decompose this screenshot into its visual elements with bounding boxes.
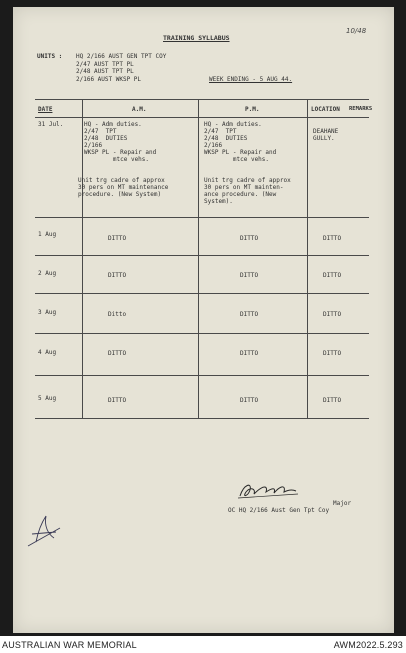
document-page (13, 7, 394, 633)
margin-annotation-mark (26, 512, 66, 548)
header-date: DATE (38, 106, 53, 113)
footer-left: AUSTRALIAN WAR MEMORIAL (2, 640, 137, 650)
row-location: DITTO (323, 311, 342, 318)
am-line: Unit trg cadre of approx (78, 177, 165, 184)
signatory-rank: Major (333, 500, 352, 507)
page-number: 10/48 (346, 27, 367, 35)
row-pm: DITTO (240, 235, 259, 242)
am-line: 2/47 TPT (84, 128, 117, 135)
pm-line: System). (204, 198, 233, 205)
unit-line: 2/47 AUST TPT PL (76, 61, 134, 68)
row-date: 1 Aug (38, 231, 57, 238)
location-line: GULLY. (313, 135, 335, 142)
pm-line: mtce vehs. (204, 156, 270, 163)
unit-line: 2/48 AUST TPT PL (76, 68, 134, 75)
row-location: DITTO (323, 272, 342, 279)
pm-line: WKSP PL - Repair and (204, 149, 277, 156)
pm-line: ance procedure. (New (204, 191, 277, 198)
header-remarks: REMARKS (349, 106, 373, 112)
header-am: A.M. (132, 106, 147, 113)
document-title: TRAINING SYLLABUS (163, 34, 230, 42)
am-line: HQ - Adm duties. (84, 121, 142, 128)
unit-line: 2/166 AUST WKSP PL (76, 76, 142, 83)
row-pm: DITTO (240, 272, 259, 279)
signatory-appointment: OC HQ 2/166 Aust Gen Tpt Coy (228, 507, 330, 514)
location-line: DEAHANE (313, 128, 339, 135)
pm-line: 30 pers on MT mainten- (204, 184, 284, 191)
am-line: mtce vehs. (84, 156, 150, 163)
row-date: 2 Aug (38, 270, 57, 277)
row-pm: DITTO (240, 350, 259, 357)
pm-line: 2/48 DUTIES (204, 135, 248, 142)
units-label: UNITS : (37, 53, 63, 60)
header-location: LOCATION (311, 106, 340, 113)
am-line: WKSP PL - Repair and (84, 149, 157, 156)
archive-footer (0, 636, 406, 653)
footer-right: AWM2022.5.293 (333, 640, 403, 650)
row-am: DITTO (108, 235, 127, 242)
pm-line: 2/166 (204, 142, 223, 149)
row-location: DITTO (323, 350, 342, 357)
row-am: Ditto (108, 311, 127, 318)
row-date: 4 Aug (38, 349, 57, 356)
pm-line: HQ - Adm duties. (204, 121, 262, 128)
row-pm: DITTO (240, 397, 259, 404)
row-am: DITTO (108, 272, 127, 279)
row-location: DITTO (323, 235, 342, 242)
handwritten-signature (234, 478, 304, 504)
row-am: DITTO (108, 397, 127, 404)
row-location: DITTO (323, 397, 342, 404)
am-line: 2/166 (84, 142, 103, 149)
row-date: 5 Aug (38, 395, 57, 402)
pm-line: 2/47 TPT (204, 128, 237, 135)
header-pm: P.M. (245, 106, 260, 113)
week-ending: WEEK ENDING - 5 AUG 44. (209, 76, 293, 83)
row-pm: DITTO (240, 311, 259, 318)
unit-line: HQ 2/166 AUST GEN TPT COY (76, 53, 167, 60)
am-line: procedure. (New System) (78, 191, 162, 198)
row-date: 3 Aug (38, 309, 57, 316)
row-date: 31 Jul. (38, 121, 64, 128)
am-line: 2/48 DUTIES (84, 135, 128, 142)
am-line: 30 pers on MT maintenance (78, 184, 169, 191)
row-am: DITTO (108, 350, 127, 357)
pm-line: Unit trg cadre of approx (204, 177, 291, 184)
